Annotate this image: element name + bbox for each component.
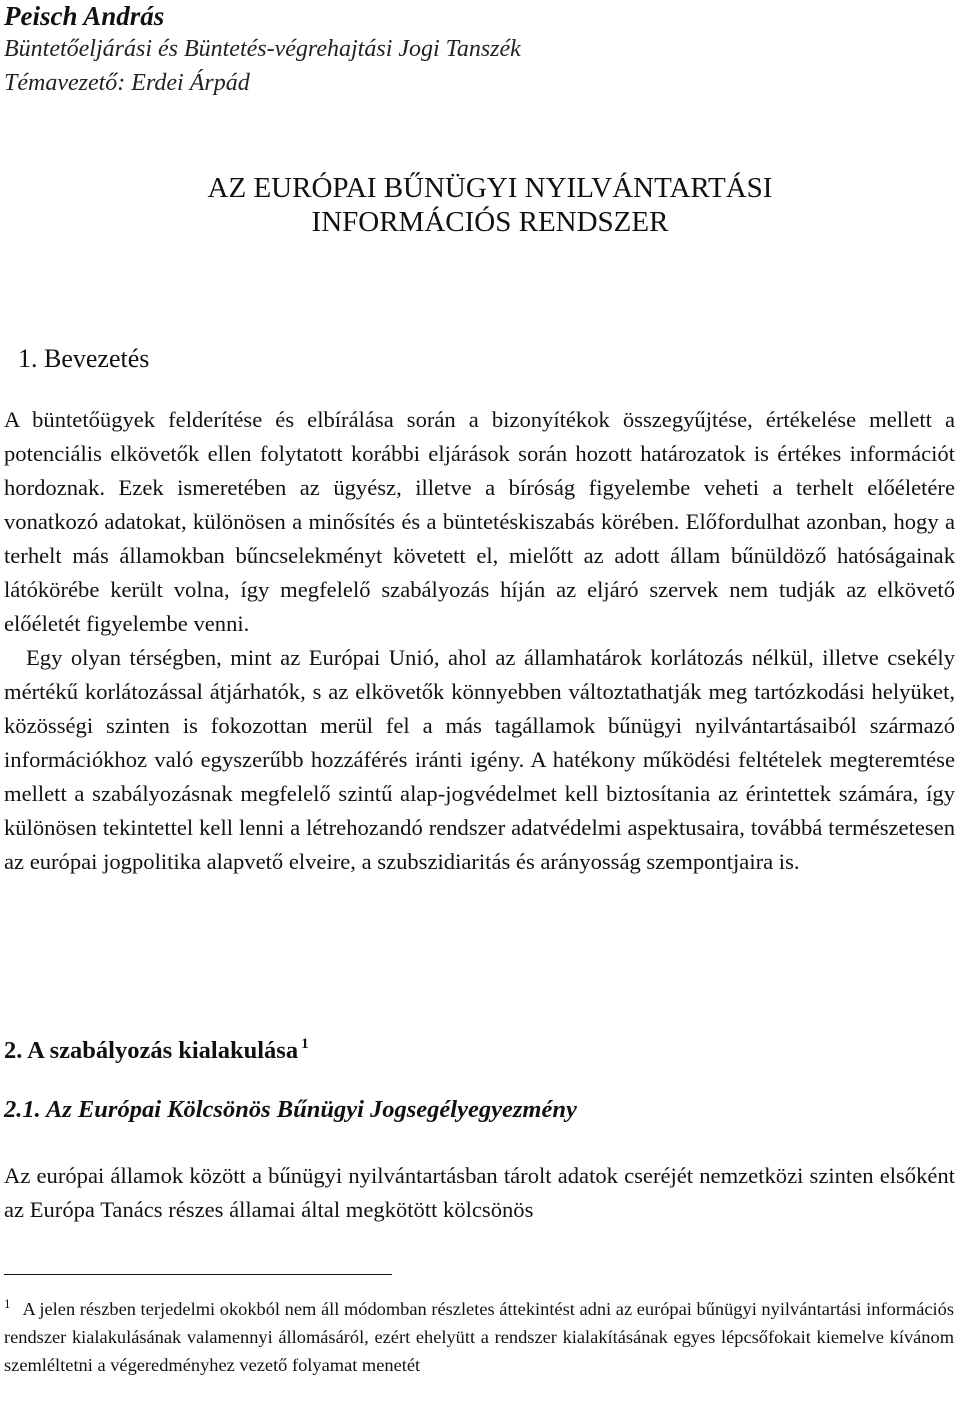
footnote-text: A jelen részben terjedelmi okokból nem áll módomban részletes áttekintést adni az európai bűnügyi nyilvántartási információs rendszer kialakulásának valamennyi állomásáról, ezért ehelyütt a rendszer kialakításának egyes lépcsőfokait kiemelve kívánom szemléltetni a végeredményhez vezető folyamat menetét [4, 1299, 954, 1375]
convention-body [4, 1159, 955, 1227]
supervisor-line: Témavezető: Erdei Árpád [4, 70, 250, 96]
introduction-paragraph-1: A büntetőügyek felderítése és elbírálása során a bizonyítékok összegyűjtése, értékelése mellett a potenciális elkövetők ellen folytatott korábbi eljárások során hozott határozatok is értékes információt hordoznak. Ezek ismeretében az ügyész, illetve a bíróság figyelembe veheti a terhelt előéletére vonatkozó adatokat, különösen a minősítés és a büntetéskiszabás körében. Előfordulhat azonban, hogy a terhelt más államokban bűncselekményt követett el, mielőtt az adott állam bűnüldöző hatóságainak látókörébe került volna, így megfelelő szabályozás híján az eljáró szervek nem tudják az elkövető előéletét figyelembe venni. [4, 407, 955, 636]
paper-title-line-1: AZ EURÓPAI BŰNÜGYI NYILVÁNTARTÁSI [207, 172, 773, 204]
footnote-number: 1 [4, 1296, 11, 1311]
footnote [4, 1290, 954, 1379]
introduction-paragraph-2: Egy olyan térségben, mint az Európai Unió, ahol az államhatárok korlátozás nélkül, illetve csekély mértékű korlátozással átjárhatók, s az elkövetők könnyebben változtathatják meg tartózkodási helyüket, közösségi szinten is fokozottan merül fel a más tagállamok bűnügyi nyilvántartásaiból származó információkhoz való egyszerűbb hozzáférés iránti igény. A hatékony működési feltételek megteremtése mellett a szabályozásnak megfelelő szintű alap-jogvédelmet kell biztosítania az érintettek számára, így különösen tekintettel kell lenni a létrehozandó rendszer adatvédelmi aspektusaira, továbbá természetesen az európai jogpolitika alapvető elveire, a szubszidiaritás és arányosság szempontjaira is. [4, 645, 955, 874]
department-name: Büntetőeljárási és Büntetés-végrehajtási Jogi Tanszék [4, 36, 521, 62]
section-heading-regulation [4, 1028, 309, 1067]
introduction-body [4, 403, 955, 879]
author-name: Peisch András [4, 1, 165, 31]
section-heading-regulation-text: 2. A szabályozás kialakulása [4, 1037, 299, 1064]
subsection-heading-convention: 2.1. Az Európai Kölcsönös Bűnügyi Jogsegélyegyezmény [4, 1096, 577, 1123]
footnote-reference: 1 [301, 1036, 309, 1052]
section-heading-introduction: 1. Bevezetés [18, 344, 150, 373]
footnote-separator [4, 1274, 392, 1275]
convention-paragraph: Az európai államok között a bűnügyi nyilvántartásban tárolt adatok cseréjét nemzetközi szinten elsőként az Európa Tanács részes államai által megkötött kölcsönös [4, 1163, 955, 1222]
paper-title-line-2: INFORMÁCIÓS RENDSZER [311, 206, 669, 238]
